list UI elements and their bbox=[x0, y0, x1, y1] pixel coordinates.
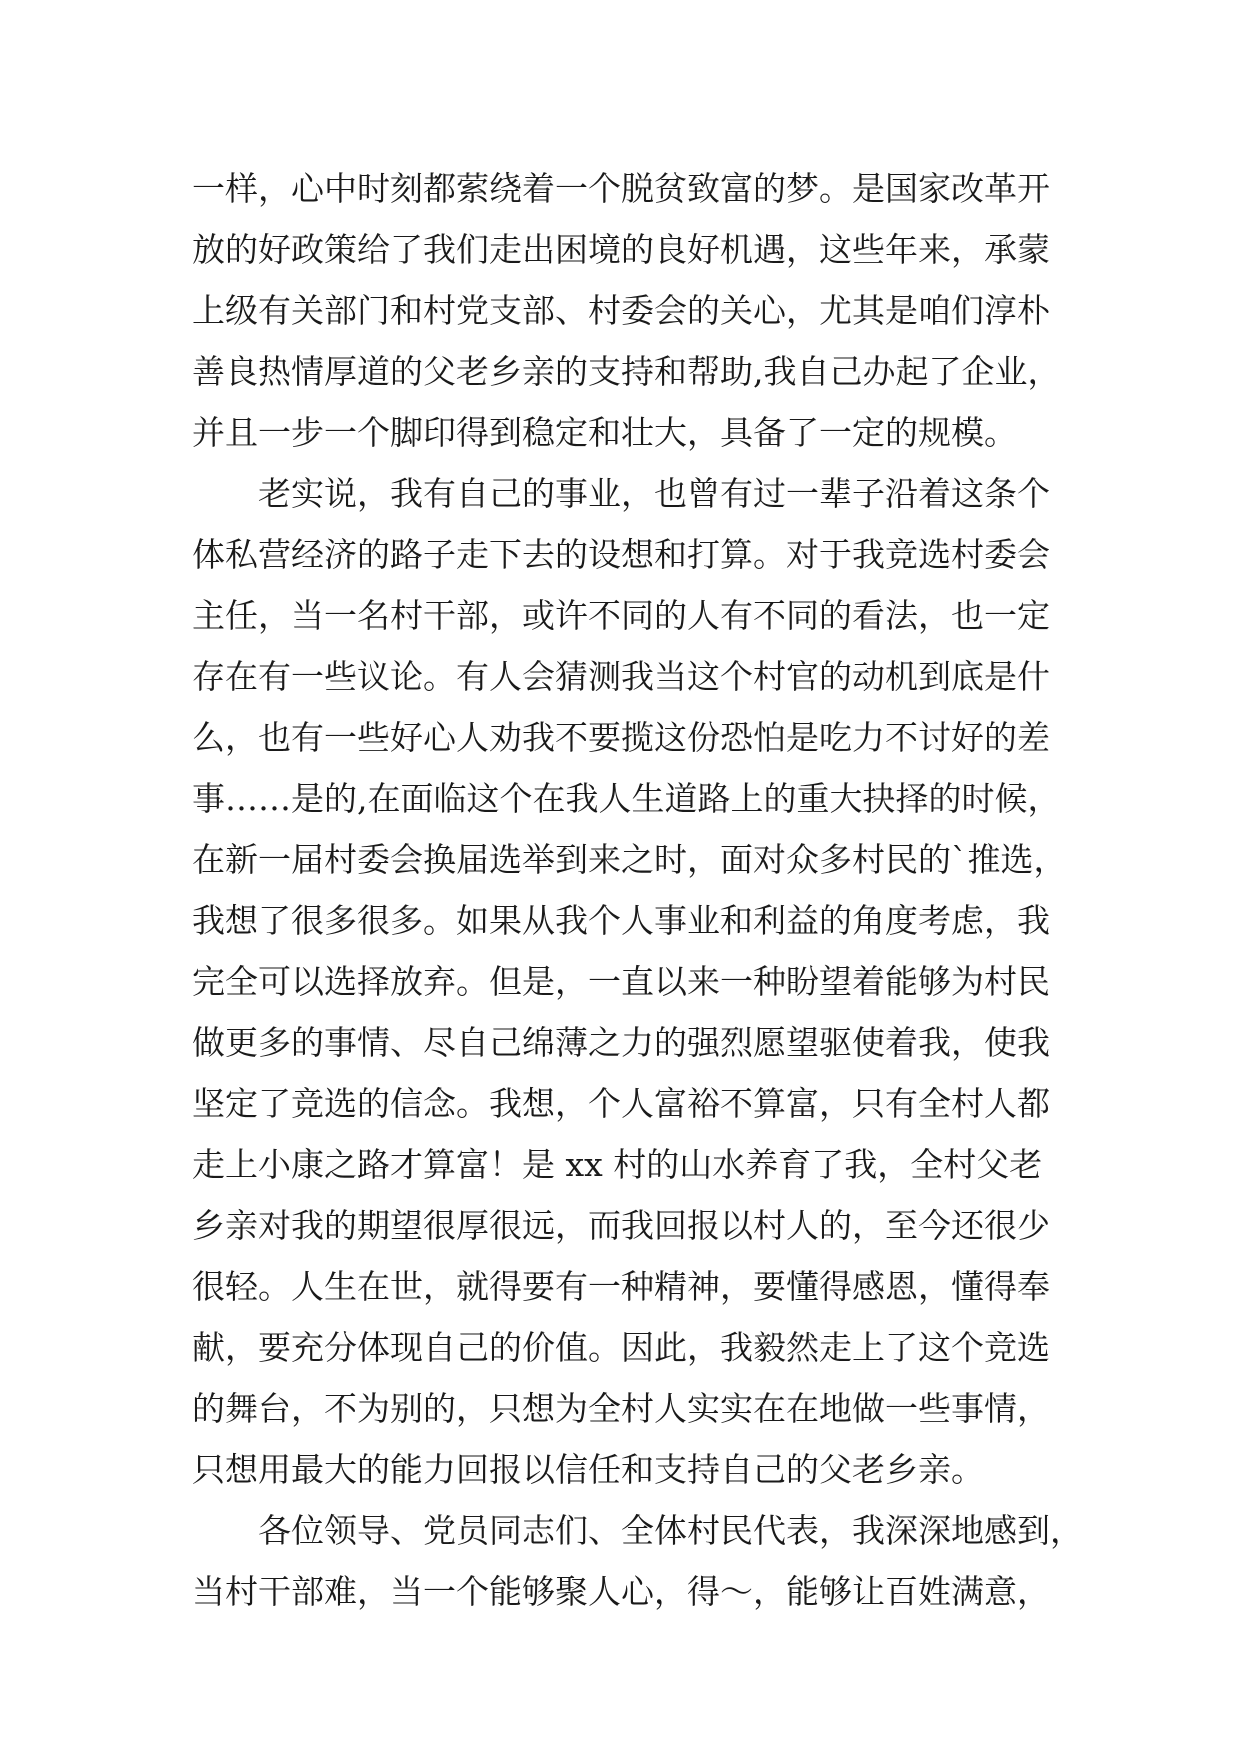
text-line: 献，要充分体现自己的价值。因此，我毅然走上了这个竞选 bbox=[192, 1328, 1050, 1367]
body-text bbox=[192, 158, 1083, 1622]
text-line: 完全可以选择放弃。但是，一直以来一种盼望着能够为村民 bbox=[192, 962, 1050, 1001]
text-line: 走上小康之路才算富！是 xx 村的山水养育了我，全村父老 bbox=[192, 1145, 1043, 1184]
text-line: 当村干部难，当一个能够聚人心，得～，能够让百姓满意， bbox=[192, 1572, 1050, 1611]
text-line: 只想用最大的能力回报以信任和支持自己的父老乡亲。 bbox=[192, 1450, 984, 1489]
text-line: 善良热情厚道的父老乡亲的支持和帮助,我自己办起了企业， bbox=[192, 352, 1061, 391]
text-line: 我想了很多很多。如果从我个人事业和利益的角度考虑，我 bbox=[192, 901, 1050, 940]
text-line: 各位领导、党员同志们、全体村民代表，我深深地感到， bbox=[192, 1511, 1083, 1550]
text-line: 坚定了竞选的信念。我想，个人富裕不算富，只有全村人都 bbox=[192, 1084, 1050, 1123]
text-line: 放的好政策给了我们走出困境的良好机遇，这些年来，承蒙 bbox=[192, 230, 1050, 269]
text-line: 存在有一些议论。有人会猜测我当这个村官的动机到底是什 bbox=[192, 657, 1050, 696]
text-line: 主任，当一名村干部，或许不同的人有不同的看法，也一定 bbox=[192, 596, 1050, 635]
text-line: 老实说，我有自己的事业，也曾有过一辈子沿着这条个 bbox=[192, 474, 1050, 513]
text-line: 做更多的事情、尽自己绵薄之力的强烈愿望驱使着我，使我 bbox=[192, 1023, 1050, 1062]
text-line: 么，也有一些好心人劝我不要揽这份恐怕是吃力不讨好的差 bbox=[192, 718, 1050, 757]
text-line: 在新一届村委会换届选举到来之时，面对众多村民的`推选， bbox=[192, 840, 1067, 879]
text-line: 体私营经济的路子走下去的设想和打算。对于我竞选村委会 bbox=[192, 535, 1050, 574]
text-line: 事……是的,在面临这个在我人生道路上的重大抉择的时候， bbox=[192, 779, 1061, 818]
text-line: 一样，心中时刻都萦绕着一个脱贫致富的梦。是国家改革开 bbox=[192, 169, 1050, 208]
text-line: 的舞台，不为别的，只想为全村人实实在在地做一些事情， bbox=[192, 1389, 1050, 1428]
text-line: 并且一步一个脚印得到稳定和壮大，具备了一定的规模。 bbox=[192, 413, 1017, 452]
text-line: 乡亲对我的期望很厚很远，而我回报以村人的，至今还很少 bbox=[192, 1206, 1050, 1245]
text-line: 上级有关部门和村党支部、村委会的关心，尤其是咱们淳朴 bbox=[192, 291, 1050, 330]
text-line: 很轻。人生在世，就得要有一种精神，要懂得感恩，懂得奉 bbox=[192, 1267, 1050, 1306]
